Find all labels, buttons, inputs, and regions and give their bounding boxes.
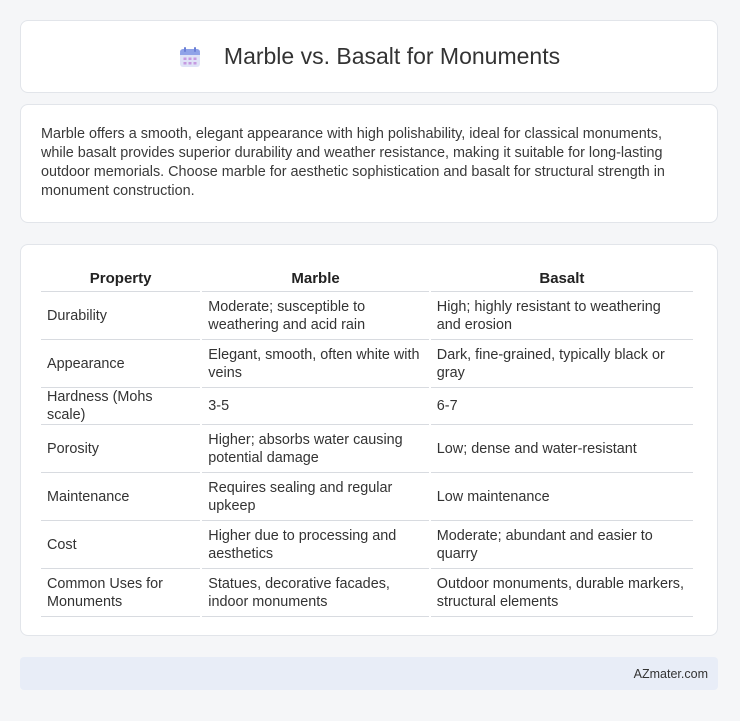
column-header-property: Property	[41, 265, 200, 292]
basalt-cell: High; highly resistant to weathering and erosion	[431, 292, 693, 340]
basalt-cell: Low; dense and water-resistant	[431, 425, 693, 473]
marble-cell: Elegant, smooth, often white with veins	[202, 340, 429, 388]
table-row	[41, 388, 693, 425]
property-cell: Durability	[41, 292, 200, 340]
property-cell: Common Uses for Monuments	[41, 569, 200, 617]
column-header-basalt: Basalt	[431, 265, 693, 292]
calendar-icon	[178, 45, 202, 69]
property-cell: Hardness (Mohs scale)	[41, 388, 200, 425]
marble-cell: 3-5	[202, 388, 429, 425]
footer-bar	[20, 657, 718, 690]
table-row	[41, 340, 693, 388]
comparison-card	[20, 244, 718, 636]
marble-cell: Moderate; susceptible to weathering and acid rain	[202, 292, 429, 340]
property-cell: Cost	[41, 521, 200, 569]
basalt-cell: 6-7	[431, 388, 693, 425]
page-title: Marble vs. Basalt for Monuments	[223, 43, 561, 69]
marble-cell: Statues, decorative facades, indoor monuments	[202, 569, 429, 617]
summary-text: Marble offers a smooth, elegant appearance with high polishability, ideal for classical monuments, while basalt provides superior durability and weather resistance, making it suitable for long-lasting outdoor memorials. Choose marble for aesthetic sophistication and basalt for structural strength in monument construction.	[41, 126, 665, 199]
basalt-cell: Low maintenance	[431, 473, 693, 521]
table-row	[41, 569, 693, 617]
marble-cell: Higher due to processing and aesthetics	[202, 521, 429, 569]
table-row	[41, 425, 693, 473]
footer-brand: AZmater.com	[633, 666, 708, 681]
column-header-marble: Marble	[202, 265, 429, 292]
property-cell: Porosity	[41, 425, 200, 473]
basalt-cell: Dark, fine-grained, typically black or gray	[431, 340, 693, 388]
marble-cell: Requires sealing and regular upkeep	[202, 473, 429, 521]
table-row	[41, 292, 693, 340]
marble-cell: Higher; absorbs water causing potential damage	[202, 425, 429, 473]
property-cell: Maintenance	[41, 473, 200, 521]
table-header-row	[41, 265, 693, 292]
table-row	[41, 473, 693, 521]
basalt-cell: Outdoor monuments, durable markers, structural elements	[431, 569, 693, 617]
basalt-cell: Moderate; abundant and easier to quarry	[431, 521, 693, 569]
comparison-table	[39, 265, 695, 617]
property-cell: Appearance	[41, 340, 200, 388]
summary-card	[20, 104, 718, 223]
table-row	[41, 521, 693, 569]
title-card	[20, 20, 718, 93]
